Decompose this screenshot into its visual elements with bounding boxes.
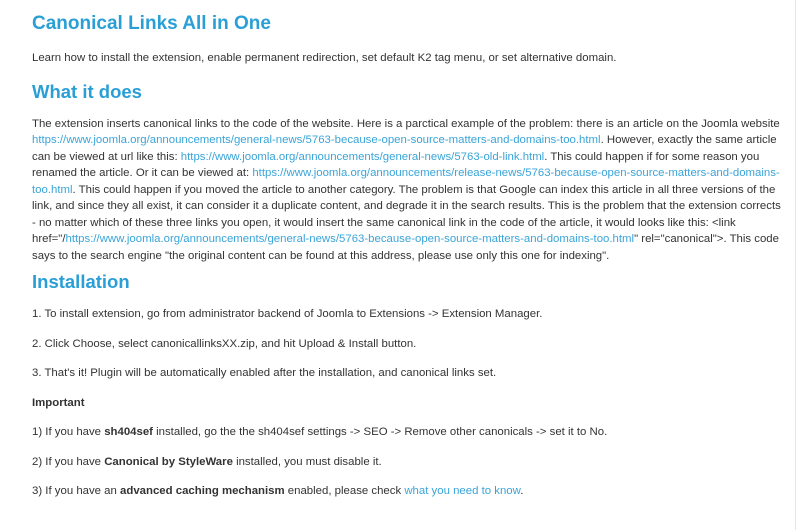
caching-info-link[interactable]: what you need to know [404, 485, 521, 497]
important-note-1 [32, 424, 784, 441]
important-note-2 [32, 454, 784, 471]
page-title: Canonical Links All in One [32, 13, 271, 34]
note-3-middle: enabled, please check [284, 485, 405, 497]
article-link-moved[interactable]: https://www.joomla.org/announcements/release-news/5763-because-open-source-matters-and-domains-too.html [32, 167, 780, 196]
install-step-2: 2. Click Choose, select canonicallinksXX.zip, and hit Upload & Install button. [32, 337, 417, 350]
what-text-5: " rel="canonical">. This code says to the search engine "the original content can be found at this address, please use only this one for indexing". [32, 233, 779, 262]
what-text-4: . This could happen if you moved the article to another category. The problem is that Google can index this article in all three versions of the link, and since they all exist, it can consider it a duplicate content, and degrade it in the search results. This is the problem that the extension corrects - no matter which of these three links you open, it would insert the same canonical link in the code of the article, it would looks like this: <link href="/ [32, 183, 781, 245]
article-link-original[interactable]: https://www.joomla.org/announcements/general-news/5763-because-open-source-matters-and-domains-too.html [32, 134, 601, 146]
note-2-bold: Canonical by StyleWare [104, 455, 233, 468]
what-it-does-heading: What it does [32, 80, 142, 102]
what-text-1: The extension inserts canonical links to the code of the website. Here is a parctical example of the problem: there is an article on the Joomla website [32, 117, 780, 130]
note-3-bold: advanced caching mechanism [120, 485, 285, 497]
note-1-suffix: installed, go the the sh404sef settings -> SEO -> Remove other canonicals -> set it to No. [152, 426, 608, 438]
canonical-href-link[interactable]: https://www.joomla.org/announcements/general-news/5763-because-open-source-matters-and-domains-too.html [65, 233, 635, 245]
note-1-prefix: 1) If you have [32, 426, 105, 438]
note-3-suffix: . [520, 485, 524, 497]
note-1-bold: sh404sef [104, 426, 153, 438]
note-3-prefix: 3) If you have an [32, 485, 121, 497]
what-text-2: . However, exactly the same article can be viewed at url like this: [32, 134, 777, 163]
note-2-prefix: 2) If you have [32, 455, 105, 468]
install-step-3: 3. That's it! Plugin will be automatically enabled after the installation, and canonical links set. [32, 367, 497, 379]
article-link-old[interactable]: https://www.joomla.org/announcements/general-news/5763-old-link.html [180, 150, 545, 163]
install-step-1: 1. To install extension, go from administrator backend of Joomla to Extensions -> Extension Manager. [32, 308, 543, 320]
note-2-suffix: installed, you must disable it. [232, 455, 382, 468]
intro-text: Learn how to install the extension, enable permanent redirection, set default K2 tag menu, or set alternative domain. [32, 52, 617, 64]
article-content [32, 0, 784, 500]
installation-heading: Installation [32, 271, 130, 292]
important-note-3 [32, 483, 784, 500]
what-it-does-paragraph [32, 116, 784, 265]
important-title: Important [32, 396, 85, 409]
what-text-3: . This could happen if for some reason you renamed the article. Or it can be viewed at: [32, 150, 760, 179]
page-edge-divider [795, 0, 796, 530]
